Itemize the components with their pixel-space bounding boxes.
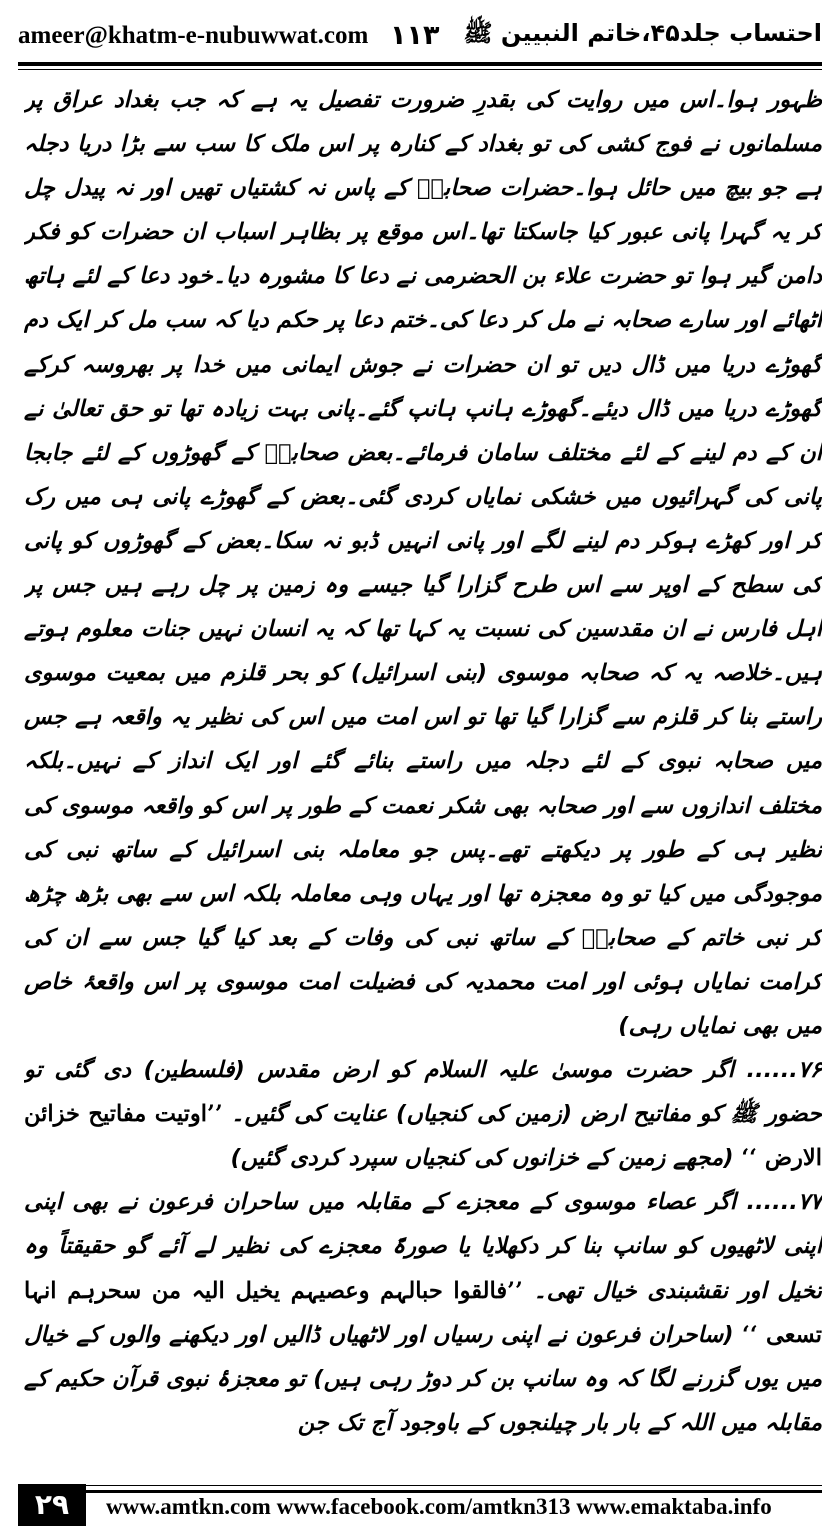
header-page-number: ۱۱۳ — [390, 20, 440, 51]
header-rule-thin — [18, 69, 822, 70]
hadith-quote: ’’اوتیت مفاتیح خزائن الارض ‘‘ — [24, 1101, 822, 1172]
paragraph-1: ظہور ہوا۔اس میں روایت کی بقدرِ ضرورت تفصیل یہ ہے کہ جب بغداد عراق پر مسلمانوں نے فوج کشی کی تو بغداد کے کنارہ پر اس ملک کا سب سے بڑا دریا دجلہ ہے جو بیچ میں حائل ہوا۔حضرات صحابہؓ کے پاس نہ کشتیاں تھیں اور نہ پیدل چل کر یہ گہرا پانی عبور کیا جاسکتا تھا۔اس موقع پر بظاہر اسباب ان حضرات کو فکر دامن گیر ہوا تو حضرت علاء بن الحضرمی نے دعا کا مشورہ دیا۔خود دعا کے لئے ہاتھ اٹھائے اور سارے صحابہ نے مل کر دعا کی۔ختم دعا پر حکم دیا کہ سب مل کر ایک دم گھوڑے دریا میں ڈال دیں تو ان حضرات نے جوش ایمانی میں خدا پر بھروسہ کرکے گھوڑے دریا میں ڈال دیئے۔گھوڑے ہانپ ہانپ گئے۔پانی بہت زیادہ تھا تو حق تعالیٰ نے ان کے دم لینے کے لئے مختلف سامان فرمائے۔بعض صحابہؓ کے گھوڑوں کے لئے جابجا پانی کی گہرائیوں میں خشکی نمایاں کردی گئی۔بعض کے گھوڑے پانی ہی میں رک کر اور کھڑے ہوکر دم لینے لگے اور پانی انہیں ڈبو نہ سکا۔بعض کے گھوڑوں کو پانی کی سطح کے اوپر سے اس طرح گزارا گیا جیسے وہ زمین پر چل رہے ہیں جس پر اہل فارس نے ان مقدسین کی نسبت یہ کہا تھا کہ یہ انسان نہیں جنات معلوم ہوتے ہیں۔خلاصہ یہ کہ صحابہ موسوی (بنی اسرائیل) کو بحر قلزم میں بمعیت موسوی راستے بنا کر قلزم سے گزارا گیا تھا تو اس امت میں اس کی نظیر یہ واقعہ ہے جس میں صحابہ نبوی کے لئے دجلہ میں راستے بنائے گئے اور ایک انداز کے نہیں۔بلکہ مختلف اندازوں سے اور صحابہ بھی شکر نعمت کے طور پر اس کو واقعہ موسوی کی نظیر ہی کے طور پر دیکھتے تھے۔پس جو معاملہ بنی اسرائیل کے ساتھ نبی کی موجودگی میں کیا تو وہ معجزہ تھا اور یہاں وہی معاملہ بلکہ اس سے بھی بڑھ چڑھ کر نبی خاتم کے صحابہؓ کے ساتھ نبی کی وفات کے بعد کیا گیا جس سے ان کی کرامت نمایاں ہوئی اور امت محمدیہ کی فضیلت امت موسوی پر اس واقعۂ خاص میں بھی نمایاں رہی) — [24, 87, 822, 1039]
header-email[interactable]: ameer@khatm-e-nubuwwat.com — [18, 22, 369, 49]
paragraph-76-tail: (مجھے زمین کے خزانوں کی کنجیاں سپرد کردی گئیں) — [230, 1145, 734, 1172]
page-body — [24, 78, 822, 1438]
footer-page-number: ۲۹ — [18, 1484, 86, 1526]
quran-quote: ’’فالقوا حبالہم وعصیہم یخیل الیہ من سحرہم انہا تسعی ‘‘ — [24, 1277, 822, 1348]
page-header — [18, 14, 822, 64]
footer-rule-thick — [86, 1490, 822, 1493]
footer-rule-thin — [86, 1485, 822, 1486]
paragraph-77-lead: ۷۷...... اگر عصاء موسوی کے معجزے کے مقابلہ میں ساحران فرعون نے بھی اپنی اپنی لاٹھیوں کو سانپ بنا کر دکھلایا یا صورۃً معجزے کی نظیر لے آئے گو حقیقتاً وہ تخیل اور نقشبندی خیال تھی۔ — [24, 1189, 822, 1304]
footer-links[interactable]: www.amtkn.com www.facebook.com/amtkn313 www.emaktaba.info — [106, 1494, 772, 1519]
page-footer — [18, 1484, 822, 1526]
paragraph-77-tail: (ساحران فرعون نے اپنی رسیاں اور لاٹھیاں ڈالیں اور دیکھنے والوں کے خیال میں یوں گزرنے لگا کہ وہ سانپ بن کر دوڑ رہی ہیں) تو معجزۂ نبوی قرآن حکیم کے مقابلہ میں اللہ کے بار بار چیلنجوں کے باوجود آج تک جن — [24, 1321, 822, 1436]
paragraph-76 — [24, 1048, 822, 1180]
running-title: احتساب جلد۴۵،خاتم النبیین ﷺ — [463, 19, 822, 47]
header-rule-thick — [18, 62, 822, 66]
paragraph-77 — [24, 1180, 822, 1438]
paragraph-76-lead: ۷۶...... اگر حضرت موسیٰ علیہ السلام کو ارض مقدس (فلسطین) دی گئی تو حضور ﷺ کو مفاتیح ارض (زمین کی کنجیاں) عنایت کی گئیں۔ — [24, 1057, 822, 1128]
